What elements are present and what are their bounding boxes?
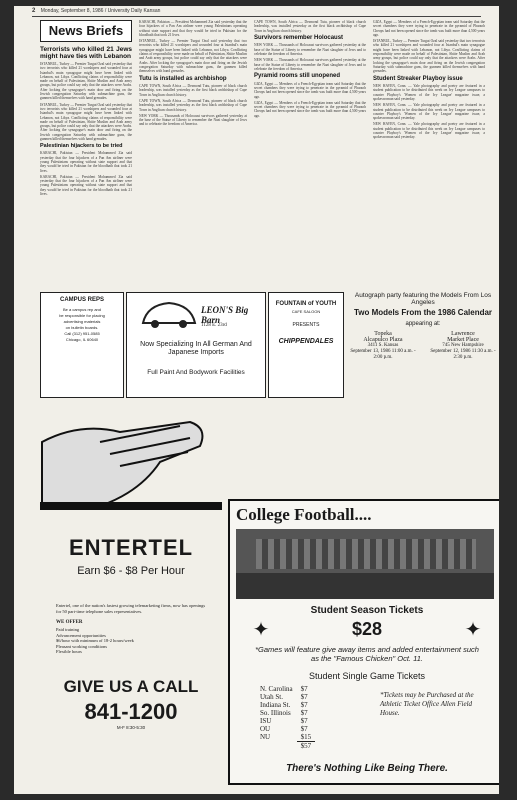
table-row: Utah St. $7 bbox=[260, 693, 308, 701]
dateline: Monday, September 8, 1986 / University Daily Kansan bbox=[40, 8, 161, 14]
story-body: NEW YORK — Thousands of Holocaust survivors gathered yesterday at the base of the Statue of Liberty to remember the Nazi slaughter of Jews and to celebrate the freedom of America. bbox=[254, 58, 366, 71]
story-body: NEW YORK — Thousands of Holocaust survivors gathered yesterday at the base of the Statue of Liberty to remember the Nazi slaughter of Jews and to celebrate the freedom of America. bbox=[254, 43, 366, 56]
entertel-ad bbox=[40, 402, 222, 782]
jayhawk-right-icon: ✦ bbox=[464, 619, 482, 641]
story-body: KARACHI, Pakistan — President Mohammed Zia said yesterday that the four hijackers of a Pan Am airliner were young Palestinians operating without state support and that they would be tried in Pakistan for the bloodbath that took 21 lives. bbox=[40, 151, 132, 173]
ad-headline: Two Models From the 1986 Calendar bbox=[353, 308, 493, 317]
header-rule bbox=[32, 16, 481, 17]
ad-hours: M-F 8:30-5:30 bbox=[116, 724, 146, 730]
story-body: KARACHI, Pakistan — President Mohammed Zia said yesterday that the four hijackers of a Pan Am airliner were young Palestinians operating without state support and that they would be tried in Pakistan for the bloodbath that took 21 lives. bbox=[40, 174, 132, 197]
story-column-1 bbox=[40, 44, 132, 284]
fountain-of-youth-ad bbox=[268, 292, 344, 398]
story-headline: Survivors remember Holocaust bbox=[254, 34, 344, 41]
story-body: GIZA, Egypt — Members of a French-Egyptian team said Saturday that the secret chambers they were trying to penetrate in the pyramid of Pharaoh Cheops had not been opened since the tomb was built more than 4,500 years ago. bbox=[254, 81, 366, 99]
story-headline: Student Streaker Playboy issue bbox=[373, 75, 463, 82]
ad-blurb: Entertel, one of the nation's fastest growing telemarketing firms, now has openings for 50 part-time telephone sales representatives. bbox=[56, 603, 206, 614]
story-body: ISTANBUL, Turkey — Premier Turgut Ozal said yesterday that two terrorists who killed 21 worshipers and wounded four at Istanbul's main synagogue might have been linked with Lebanon, not Libya. Conflicting claims of responsibility were made on behalf of Palestinian, Shiite Muslim and Arab army groups, but police could say only that the attackers were Arabs. After locking the synagogue's main door and firing on the Jewish congregation Saturday with submachine guns, the gunmen killed themselves with hand grenades. bbox=[40, 62, 132, 101]
ad-presents: PRESENTS bbox=[292, 322, 320, 328]
ad-brand: ENTERTEL bbox=[68, 535, 194, 560]
ad-brand: FOUNTAIN of YOUTH bbox=[275, 301, 337, 307]
story-body: NEW HAVEN, Conn. — Yale photography and poetry are featured in a student publication to be distributed this week on Ivy League campuses to counter Playboy's 'Women of the Ivy League' magazine issue, a spokeswoman said yesterday. bbox=[373, 122, 485, 140]
story-column-2 bbox=[139, 20, 247, 284]
story-headline: Terrorists who killed 21 Jews might have ties with Lebanon bbox=[40, 46, 132, 60]
table-row: ISU $7 bbox=[260, 717, 308, 725]
ad-offers: Paid training Advancement opportunities $6/hour with minimum of 18-2 hours/week Pleasant working conditions Flexible hours bbox=[56, 627, 134, 654]
news-briefs-title: News Briefs bbox=[40, 20, 132, 42]
story-body: CAPE TOWN, South Africa — Desmond Tutu, pioneer of black church leadership, was installed yesterday as the first black archbishop of Cape Town in Anglican church history. bbox=[254, 20, 366, 33]
ad-title: CAMPUS REPS bbox=[59, 297, 104, 303]
story-body: ISTANBUL, Turkey — Premier Turgut Ozal said yesterday that two terrorists who killed 21 worshipers and wounded four at Istanbul's main synagogue might have been linked with Lebanon, not Libya. Conflicting claims of responsibility were made on behalf of Palestinian, Shiite Muslim and Arab army groups, but police could say only that the attackers were Arabs. After locking the synagogue's main door and firing on the Jewish congregation Saturday with submachine guns, the gunmen killed themselves with hand grenades. bbox=[373, 39, 485, 74]
ad-pay: Earn $6 - $8 Per Hour bbox=[77, 565, 185, 577]
ad-headline: College Football.... bbox=[236, 505, 372, 524]
ad-address: 1128 E. 23rd bbox=[201, 323, 227, 328]
vw-beetle-icon bbox=[139, 299, 199, 329]
story-body: GIZA, Egypt — Members of a French-Egyptian team said Saturday that the secret chambers they were trying to penetrate in the pyramid of Pharaoh Cheops had not been opened since the tomb was built more than 4,500 years ago. bbox=[254, 100, 366, 118]
story-body: ISTANBUL, Turkey — Premier Turgut Ozal said yesterday that two terrorists who killed 21 worshipers and wounded four at Istanbul's main synagogue might have been linked with Lebanon, not Libya. Conflicting claims of responsibility were made on behalf of Palestinian, Shiite Muslim and Arab army groups, but police could say only that the attackers were Arabs. After locking the synagogue's main door and firing on the Jewish congregation Saturday with submachine guns, the gunmen killed themselves with hand grenades. bbox=[40, 102, 132, 142]
story-body: GIZA, Egypt — Members of a French-Egyptian team said Saturday that the secret chambers they were trying to penetrate in the pyramid of Pharaoh Cheops had not been opened since the tomb was built more than 4,500 years ago. bbox=[373, 20, 485, 37]
newspaper-page bbox=[14, 6, 499, 794]
story-column-3 bbox=[254, 20, 366, 284]
story-column-4 bbox=[373, 20, 485, 284]
table-row: So. Illinois $7 bbox=[260, 709, 308, 717]
giveaway-note: *Games will feature give away items and added entertainment such as the "Famous Chicken" Oct. 11. bbox=[255, 645, 479, 663]
table-row: Indiana St. $7 bbox=[260, 701, 308, 709]
ad-text: Be a campus rep and be responsible for placing advertising materials on bulletin boards. Call (312) 951-0585 Chicago, IL 60640 bbox=[59, 307, 105, 342]
story-body: NEW HAVEN, Conn. — Yale photography and poetry are featured in a student publication to be distributed this week on Ivy League campuses to counter Playboy's 'Women of the Ivy League' magazine issue, a spokeswoman said yesterday. bbox=[373, 84, 485, 101]
page-header bbox=[32, 8, 160, 14]
ad-service: Full Paint And Bodywork Facilities bbox=[147, 369, 245, 376]
story-headline: Tutu is installed as archbishop bbox=[139, 75, 227, 82]
purchase-note: *Tickets may be Purchased at the Athletic Ticket Office Allen Field House. bbox=[380, 691, 474, 717]
ad-offer-title: WE OFFER bbox=[56, 620, 83, 625]
stadium-photo bbox=[236, 529, 494, 599]
story-body: NEW YORK — Thousands of Holocaust survivors gathered yesterday at the base of the Statue of Liberty to remember the Nazi slaughter of Jews and to celebrate the freedom of America. bbox=[139, 113, 247, 127]
table-row: N. Carolina $7 bbox=[260, 685, 308, 693]
jayhawk-left-icon: ✦ bbox=[252, 619, 270, 641]
ad-tagline: Now Specializing In All German And Japanese Imports bbox=[140, 341, 252, 356]
calendar-models-ad bbox=[348, 292, 498, 396]
table-row: NU $15 bbox=[256, 733, 315, 742]
campus-reps-ad bbox=[40, 292, 124, 398]
season-tickets-title: Student Season Tickets bbox=[310, 605, 424, 616]
ad-sub: CAFE SALOON bbox=[291, 309, 321, 314]
ad-phone: 841-1200 bbox=[84, 698, 178, 724]
bug-barn-ad bbox=[126, 292, 266, 398]
football-tagline: There's Nothing Like Being There. bbox=[286, 763, 448, 774]
story-body: CAPE TOWN, South Africa — Desmond Tutu, pioneer of black church leadership, was installed yesterday as the first black archbishop of Cape Town in Anglican church history. bbox=[139, 98, 247, 112]
story-headline: Pyramid rooms still unopened bbox=[254, 73, 341, 80]
story-body: NEW HAVEN, Conn. — Yale photography and poetry are featured in a student publication to be distributed this week on Ivy League campuses to counter Playboy's 'Women of the Ivy League' magazine issue, a spokeswoman said yesterday. bbox=[373, 103, 485, 121]
story-headline: Palestinian hijackers to be tried bbox=[40, 143, 123, 150]
college-football-ad bbox=[228, 499, 499, 785]
page-number: 2 bbox=[32, 8, 36, 14]
table-row: OU $7 bbox=[260, 725, 308, 733]
ad-title: Autograph party featuring the Models From Los Angeles bbox=[354, 292, 492, 306]
hand-phone-illustration-icon bbox=[40, 402, 222, 520]
story-body: KARACHI, Pakistan — President Mohammed Zia said yesterday that the four hijackers of a Pan Am airliner were young Palestinians operating without state support and that they would be tried in Pakistan for the bloodbath that took 21 lives. bbox=[139, 20, 247, 37]
ad-brand: LEON'S Big Barn bbox=[201, 305, 249, 325]
season-price: $28 bbox=[351, 619, 383, 639]
stop-lawrence: Lawrence Market Place 745 New Hampshire September 12, 1986 11:30 a.m. - 2:30 p.m. bbox=[430, 331, 496, 360]
table-row: $57 bbox=[300, 742, 312, 750]
ad-appearing: appearing at: bbox=[405, 321, 441, 327]
story-body: ISTANBUL, Turkey — Premier Turgut Ozal said yesterday that two terrorists who killed 21 worshipers and wounded four at Istanbul's main synagogue might have been linked with Lebanon, not Libya. Conflicting claims of responsibility were made on behalf of Palestinian, Shiite Muslim and Arab army groups, but police could say only that the attackers were Arabs. After locking the synagogue's main door and firing on the Jewish congregation Saturday with submachine guns, the gunmen killed themselves with hand grenades. bbox=[139, 39, 247, 74]
ad-cta: GIVE US A CALL bbox=[63, 676, 199, 696]
ad-event: CHIPPENDALES bbox=[278, 338, 334, 345]
story-body: CAPE TOWN, South Africa — Desmond Tutu, pioneer of black church leadership, was installed yesterday as the first black archbishop of Cape Town in Anglican church history. bbox=[139, 84, 247, 97]
stop-topeka: Topeka Alcapulco Plaza 3411 S. Kansas September 13, 1986 11:00 a.m. - 2:00 p.m. bbox=[350, 331, 416, 360]
game-price-table bbox=[256, 685, 315, 750]
single-game-title: Student Single Game Tickets bbox=[308, 671, 426, 681]
